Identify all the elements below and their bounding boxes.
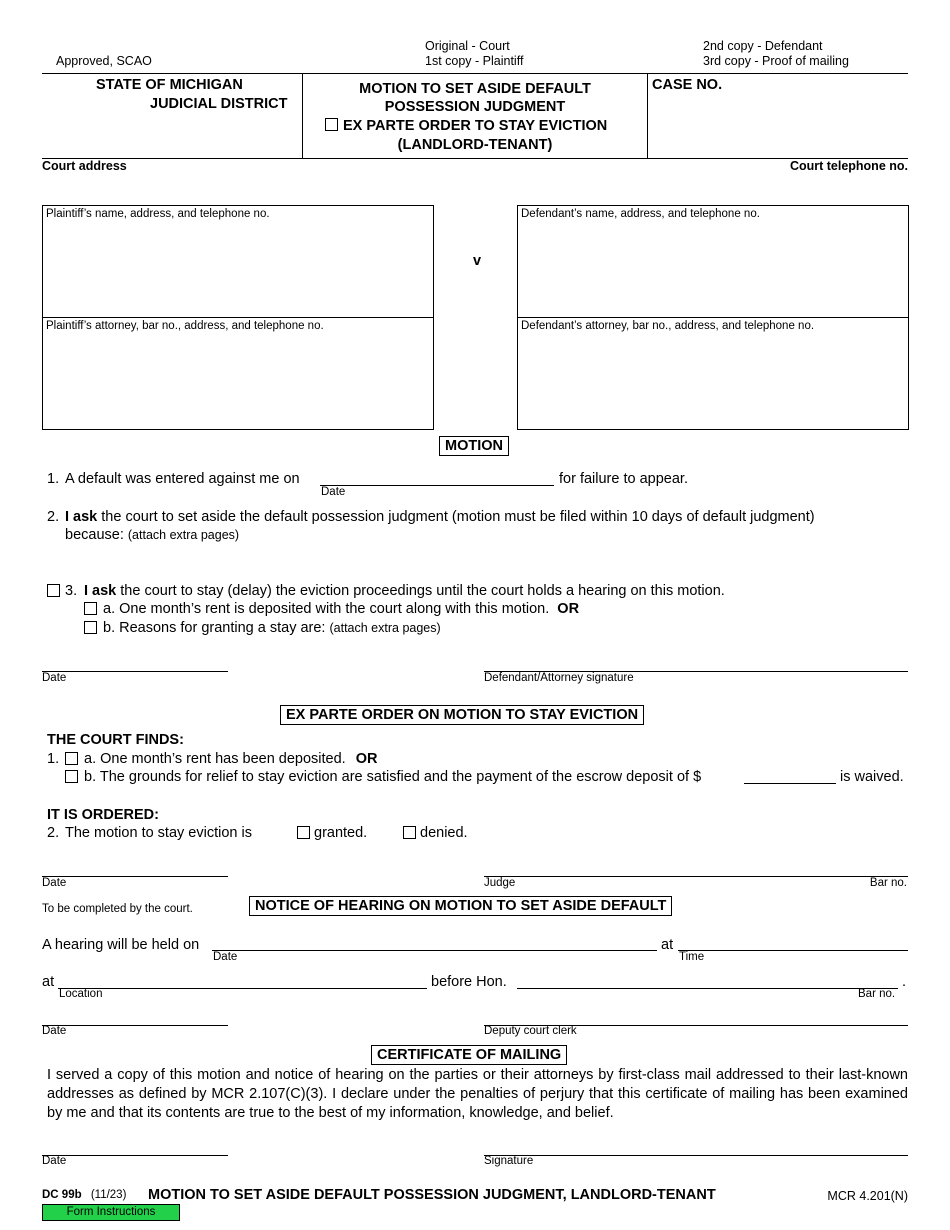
- footer-title: MOTION TO SET ASIDE DEFAULT POSSESSION JUDGMENT, LANDLORD-TENANT: [148, 1187, 716, 1203]
- motion-heading: MOTION: [439, 436, 509, 456]
- plaintiff-attorney-caption: Plaintiff’s attorney, bar no., address, and telephone no.: [46, 320, 324, 332]
- finds-number: 1.: [47, 751, 60, 767]
- form-title-line4: (LANDLORD-TENANT): [397, 137, 553, 153]
- certificate-signature-field[interactable]: [484, 1155, 908, 1156]
- judge-signature-field[interactable]: [484, 876, 908, 877]
- plaintiff-field[interactable]: [42, 205, 434, 318]
- item2-because: because:: [65, 527, 124, 543]
- finding-a-text: a. One month’s rent has been deposited.: [84, 751, 346, 767]
- defendant-signature-caption: Defendant/Attorney signature: [484, 672, 634, 684]
- granted-label: granted.: [314, 825, 368, 841]
- motion-date-caption: Date: [42, 672, 67, 684]
- order-date-field[interactable]: [42, 876, 228, 877]
- item3a-checkbox[interactable]: [84, 602, 97, 615]
- hearing-location-caption: Location: [59, 988, 103, 1000]
- item3a-or: OR: [557, 601, 580, 617]
- hearing-date-field[interactable]: [212, 950, 657, 951]
- court-phone-label: Court telephone no.: [789, 159, 908, 173]
- case-no-field[interactable]: [652, 96, 902, 154]
- defendant-attorney-caption: Defendant’s attorney, bar no., address, and telephone no.: [521, 320, 815, 332]
- hearing-time-caption: Time: [679, 951, 705, 963]
- item3b-checkbox[interactable]: [84, 621, 97, 634]
- item3a-text: a. One month’s rent is deposited with the court along with this motion.: [103, 601, 550, 617]
- approved-label: Approved, SCAO: [56, 54, 152, 68]
- granted-checkbox[interactable]: [297, 826, 310, 839]
- court-finds-heading: THE COURT FINDS:: [47, 732, 184, 748]
- hearing-location-field[interactable]: [58, 988, 427, 989]
- held-on-text: A hearing will be held on: [42, 937, 200, 953]
- clerk-caption: Deputy court clerk: [484, 1025, 577, 1037]
- item2-reasons-field[interactable]: [65, 546, 908, 576]
- item2-bold: I ask: [65, 509, 98, 525]
- finding-a-or: OR: [355, 751, 378, 767]
- plaintiff-caption: Plaintiff’s name, address, and telephone no.: [46, 208, 270, 220]
- copy-defendant: 2nd copy - Defendant: [703, 39, 823, 53]
- item1-text: A default was entered against me on: [65, 471, 300, 487]
- versus-label: v: [473, 253, 482, 269]
- item2-text: [65, 509, 815, 525]
- item3-text: [84, 583, 725, 599]
- motion-is-text: The motion to stay eviction is: [65, 825, 252, 841]
- form-id: [42, 1189, 126, 1201]
- form-title-line3: EX PARTE ORDER TO STAY EVICTION: [343, 118, 608, 134]
- finding-b-checkbox[interactable]: [65, 770, 78, 783]
- form-revision: (11/23): [90, 1189, 127, 1201]
- notice-date-caption: Date: [42, 1025, 67, 1037]
- finding-b-post: is waived.: [840, 769, 904, 785]
- item3-number: 3.: [65, 583, 78, 599]
- certificate-signature-caption: Signature: [484, 1155, 534, 1167]
- copy-original: Original - Court: [425, 39, 510, 53]
- certificate-heading: CERTIFICATE OF MAILING: [371, 1045, 567, 1065]
- defendant-caption: Defendant’s name, address, and telephone no.: [521, 208, 760, 220]
- judge-caption: Judge: [484, 877, 516, 889]
- hearing-date-caption: Date: [213, 951, 238, 963]
- certificate-date-field[interactable]: [42, 1155, 228, 1156]
- order-date-caption: Date: [42, 877, 67, 889]
- ordered-number: 2.: [47, 825, 60, 841]
- form-number: DC 99b: [42, 1189, 82, 1201]
- default-date-caption: Date: [321, 486, 346, 498]
- item3b-attach-note: (attach extra pages): [329, 621, 441, 635]
- item1-number: 1.: [47, 471, 60, 487]
- plaintiff-attorney-field[interactable]: [42, 317, 434, 430]
- item2-because-line: [65, 527, 239, 543]
- defendant-field[interactable]: [517, 205, 909, 318]
- to-be-completed-note: To be completed by the court.: [42, 903, 193, 915]
- court-address-label: Court address: [42, 159, 127, 173]
- finding-a-line: [84, 751, 378, 767]
- item3a-line: [103, 601, 579, 617]
- state-heading: STATE OF MICHIGAN: [96, 77, 243, 93]
- item3b-line: [103, 620, 441, 636]
- order-heading: EX PARTE ORDER ON MOTION TO STAY EVICTION: [280, 705, 644, 725]
- form-instructions-button[interactable]: Form Instructions: [42, 1204, 180, 1221]
- at-time-text: at: [661, 937, 674, 953]
- certificate-date-caption: Date: [42, 1155, 67, 1167]
- copy-proof: 3rd copy - Proof of mailing: [703, 54, 849, 68]
- notice-date-field[interactable]: [42, 1025, 228, 1026]
- judge-bar-caption: Bar no.: [869, 877, 907, 889]
- before-hon-text: before Hon.: [431, 974, 507, 990]
- district-heading: JUDICIAL DISTRICT: [150, 96, 288, 112]
- footer-rule: MCR 4.201(N): [827, 1189, 908, 1203]
- form-title-line2: POSSESSION JUDGMENT: [384, 99, 566, 115]
- copy-plaintiff: 1st copy - Plaintiff: [425, 54, 524, 68]
- defendant-attorney-field[interactable]: [517, 317, 909, 430]
- item3-body: the court to stay (delay) the eviction proceedings until the court holds a hearing on this motion.: [120, 583, 725, 599]
- default-date-field[interactable]: [320, 485, 554, 486]
- item2-body: the court to set aside the default possession judgment (motion must be filed within 10 days of default judgment): [101, 509, 815, 525]
- item1-post: for failure to appear.: [559, 471, 688, 487]
- case-no-label: CASE NO.: [652, 77, 723, 93]
- item2-attach-note: (attach extra pages): [127, 528, 240, 542]
- finding-a-checkbox[interactable]: [65, 752, 78, 765]
- denied-label: denied.: [420, 825, 468, 841]
- item3-checkbox[interactable]: [47, 584, 60, 597]
- notice-period: .: [902, 974, 907, 990]
- item3-bold: I ask: [84, 583, 117, 599]
- judge-name-field[interactable]: [517, 988, 898, 989]
- notice-heading: NOTICE OF HEARING ON MOTION TO SET ASIDE DEFAULT: [249, 896, 672, 916]
- finding-b-text: b. The grounds for relief to stay eviction are satisfied and the payment of the escrow deposit of $: [84, 769, 702, 785]
- form-title-line1: MOTION TO SET ASIDE DEFAULT: [359, 81, 591, 97]
- at-location-text: at: [42, 974, 55, 990]
- motion-date-field[interactable]: [42, 671, 228, 672]
- item2-number: 2.: [47, 509, 60, 525]
- notice-bar-caption: Bar no.: [858, 988, 896, 1000]
- ordered-heading: IT IS ORDERED:: [47, 807, 159, 823]
- hearing-time-field[interactable]: [678, 950, 908, 951]
- ex-parte-checkbox[interactable]: [325, 118, 338, 131]
- denied-checkbox[interactable]: [403, 826, 416, 839]
- escrow-amount-field[interactable]: [744, 783, 836, 784]
- certificate-text: I served a copy of this motion and notice of hearing on the parties or their attorneys by first-class mail addressed to their last-known addresses as defined by MCR 2.107(C)(3). I declare under the penalties of perjury that this certificate of mailing has been examined by me and that its contents are true to the best of my information, knowledge, and belief.: [47, 1067, 908, 1121]
- item3b-text: b. Reasons for granting a stay are:: [103, 620, 326, 636]
